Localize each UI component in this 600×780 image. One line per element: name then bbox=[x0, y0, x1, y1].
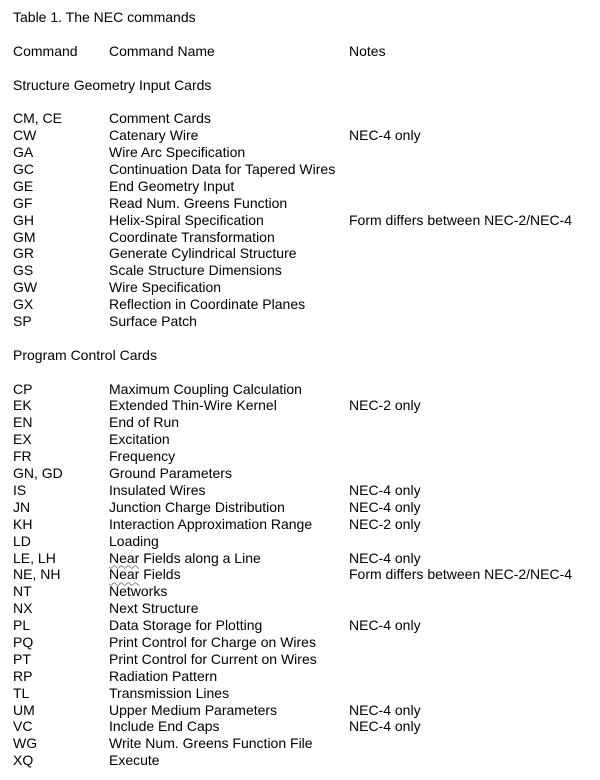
command-row bbox=[13, 296, 593, 313]
command-row bbox=[13, 144, 593, 161]
command-notes: NEC-4 only bbox=[349, 498, 421, 515]
command-name: Ground Parameters bbox=[109, 465, 232, 482]
command-row bbox=[13, 550, 593, 567]
command-code: PL bbox=[13, 617, 31, 634]
command-notes: NEC-4 only bbox=[349, 617, 421, 634]
command-name: Comment Cards bbox=[109, 110, 211, 127]
section-heading: Structure Geometry Input Cards bbox=[13, 76, 212, 93]
command-notes: NEC-4 only bbox=[349, 718, 421, 735]
command-notes: NEC-2 only bbox=[349, 397, 421, 414]
command-code: EX bbox=[13, 431, 32, 448]
command-notes: Form differs between NEC-2/NEC-4 bbox=[349, 211, 573, 228]
command-code: WG bbox=[13, 735, 38, 752]
command-notes: NEC-4 only bbox=[349, 481, 421, 498]
command-row bbox=[13, 279, 593, 296]
command-code: CM, CE bbox=[13, 110, 62, 127]
command-name: Wire Specification bbox=[109, 279, 222, 296]
command-row bbox=[13, 414, 593, 431]
command-code: EK bbox=[13, 397, 32, 414]
command-row bbox=[13, 668, 593, 685]
command-row bbox=[13, 685, 593, 702]
command-name: Excitation bbox=[109, 431, 170, 448]
command-code: NT bbox=[13, 583, 32, 600]
command-name: Print Control for Charge on Wires bbox=[109, 633, 316, 650]
command-row bbox=[13, 381, 593, 398]
command-row bbox=[13, 617, 593, 634]
command-row bbox=[13, 161, 593, 178]
command-notes: NEC-4 only bbox=[349, 701, 421, 718]
command-name: Networks bbox=[109, 583, 168, 600]
command-name: Extended Thin-Wire Kernel bbox=[109, 397, 277, 414]
command-row bbox=[13, 718, 593, 735]
command-row bbox=[13, 110, 593, 127]
command-name: Data Storage for Plotting bbox=[109, 617, 263, 634]
command-code: PT bbox=[13, 650, 31, 667]
header-command: Command bbox=[13, 42, 78, 59]
command-row bbox=[13, 313, 593, 330]
command-name: Upper Medium Parameters bbox=[109, 701, 278, 718]
command-name: Reflection in Coordinate Planes bbox=[109, 296, 306, 313]
command-name-rest: Fields along a Line bbox=[139, 549, 261, 566]
command-name: Loading bbox=[109, 532, 159, 549]
header-notes: Notes bbox=[349, 42, 386, 59]
command-row bbox=[13, 195, 593, 212]
command-name: Write Num. Greens Function File bbox=[109, 735, 313, 752]
command-row bbox=[13, 178, 593, 195]
command-code: SP bbox=[13, 313, 32, 330]
command-notes: NEC-4 only bbox=[349, 127, 421, 144]
command-code: GH bbox=[13, 211, 34, 228]
column-headers bbox=[13, 43, 593, 60]
section-heading: Program Control Cards bbox=[13, 346, 157, 363]
command-row bbox=[13, 212, 593, 229]
command-notes: NEC-4 only bbox=[349, 549, 421, 566]
command-code: NX bbox=[13, 600, 33, 617]
command-code: GC bbox=[13, 161, 34, 178]
table-caption: Table 1. The NEC commands bbox=[13, 9, 196, 25]
command-row bbox=[13, 566, 593, 583]
command-code: FR bbox=[13, 448, 32, 465]
command-name: End Geometry Input bbox=[109, 177, 235, 194]
command-code: GM bbox=[13, 228, 36, 245]
command-name bbox=[109, 566, 181, 583]
command-name: Maximum Coupling Calculation bbox=[109, 380, 302, 397]
command-code: GR bbox=[13, 245, 34, 262]
command-code: IS bbox=[13, 481, 27, 498]
command-code: NE, NH bbox=[13, 566, 61, 583]
command-code: PQ bbox=[13, 633, 34, 650]
command-code: GA bbox=[13, 144, 34, 161]
command-code: CP bbox=[13, 380, 33, 397]
command-code: JN bbox=[13, 498, 31, 515]
command-code: TL bbox=[13, 684, 30, 701]
command-name: Execute bbox=[109, 752, 160, 769]
command-name: End of Run bbox=[109, 414, 180, 431]
command-row bbox=[13, 651, 593, 668]
command-name: Coordinate Transformation bbox=[109, 228, 275, 245]
header-command-name: Command Name bbox=[109, 42, 215, 59]
command-code: UM bbox=[13, 701, 35, 718]
command-row bbox=[13, 634, 593, 651]
command-name: Next Structure bbox=[109, 600, 199, 617]
command-code: XQ bbox=[13, 752, 34, 769]
command-row bbox=[13, 499, 593, 516]
command-name: Continuation Data for Tapered Wires bbox=[109, 161, 336, 178]
nec-commands-document bbox=[13, 9, 593, 769]
command-row bbox=[13, 262, 593, 279]
command-code: GF bbox=[13, 194, 33, 211]
command-name: Radiation Pattern bbox=[109, 667, 218, 684]
command-name: Transmission Lines bbox=[109, 684, 230, 701]
command-code: GN, GD bbox=[13, 465, 63, 482]
command-name: Wire Arc Specification bbox=[109, 144, 246, 161]
command-name: Frequency bbox=[109, 448, 176, 465]
command-row bbox=[13, 229, 593, 246]
command-row bbox=[13, 482, 593, 499]
command-code: KH bbox=[13, 515, 33, 532]
command-row bbox=[13, 735, 593, 752]
command-code: GE bbox=[13, 177, 34, 194]
command-name: Helix-Spiral Specification bbox=[109, 211, 264, 228]
command-notes: Form differs between NEC-2/NEC-4 bbox=[349, 566, 573, 583]
spellcheck-underline: Near bbox=[109, 566, 140, 583]
command-name: Junction Charge Distribution bbox=[109, 498, 285, 515]
command-name: Scale Structure Dimensions bbox=[109, 262, 282, 279]
command-row bbox=[13, 752, 593, 769]
command-row bbox=[13, 448, 593, 465]
command-name: Interaction Approximation Range bbox=[109, 515, 313, 532]
command-notes: NEC-2 only bbox=[349, 515, 421, 532]
command-row bbox=[13, 245, 593, 262]
command-row bbox=[13, 397, 593, 414]
command-row bbox=[13, 702, 593, 719]
command-name: Insulated Wires bbox=[109, 481, 206, 498]
command-row bbox=[13, 516, 593, 533]
command-code: LD bbox=[13, 532, 31, 549]
command-row bbox=[13, 600, 593, 617]
command-row bbox=[13, 583, 593, 600]
command-row bbox=[13, 431, 593, 448]
command-code: GS bbox=[13, 262, 34, 279]
command-code: GW bbox=[13, 279, 38, 296]
command-code: GX bbox=[13, 296, 34, 313]
command-code: LE, LH bbox=[13, 549, 56, 566]
command-name: Include End Caps bbox=[109, 718, 220, 735]
command-name: Print Control for Current on Wires bbox=[109, 650, 317, 667]
command-sections bbox=[13, 60, 593, 769]
command-name: Catenary Wire bbox=[109, 127, 199, 144]
command-code: VC bbox=[13, 718, 33, 735]
command-name bbox=[109, 550, 261, 567]
spellcheck-underline: Near bbox=[109, 549, 140, 566]
command-row bbox=[13, 465, 593, 482]
command-name: Generate Cylindrical Structure bbox=[109, 245, 297, 262]
command-name-rest: Fields bbox=[139, 566, 181, 583]
command-row bbox=[13, 533, 593, 550]
command-code: EN bbox=[13, 414, 33, 431]
command-name: Surface Patch bbox=[109, 313, 197, 330]
command-row bbox=[13, 127, 593, 144]
command-name: Read Num. Greens Function bbox=[109, 194, 288, 211]
command-code: CW bbox=[13, 127, 37, 144]
command-code: RP bbox=[13, 667, 33, 684]
